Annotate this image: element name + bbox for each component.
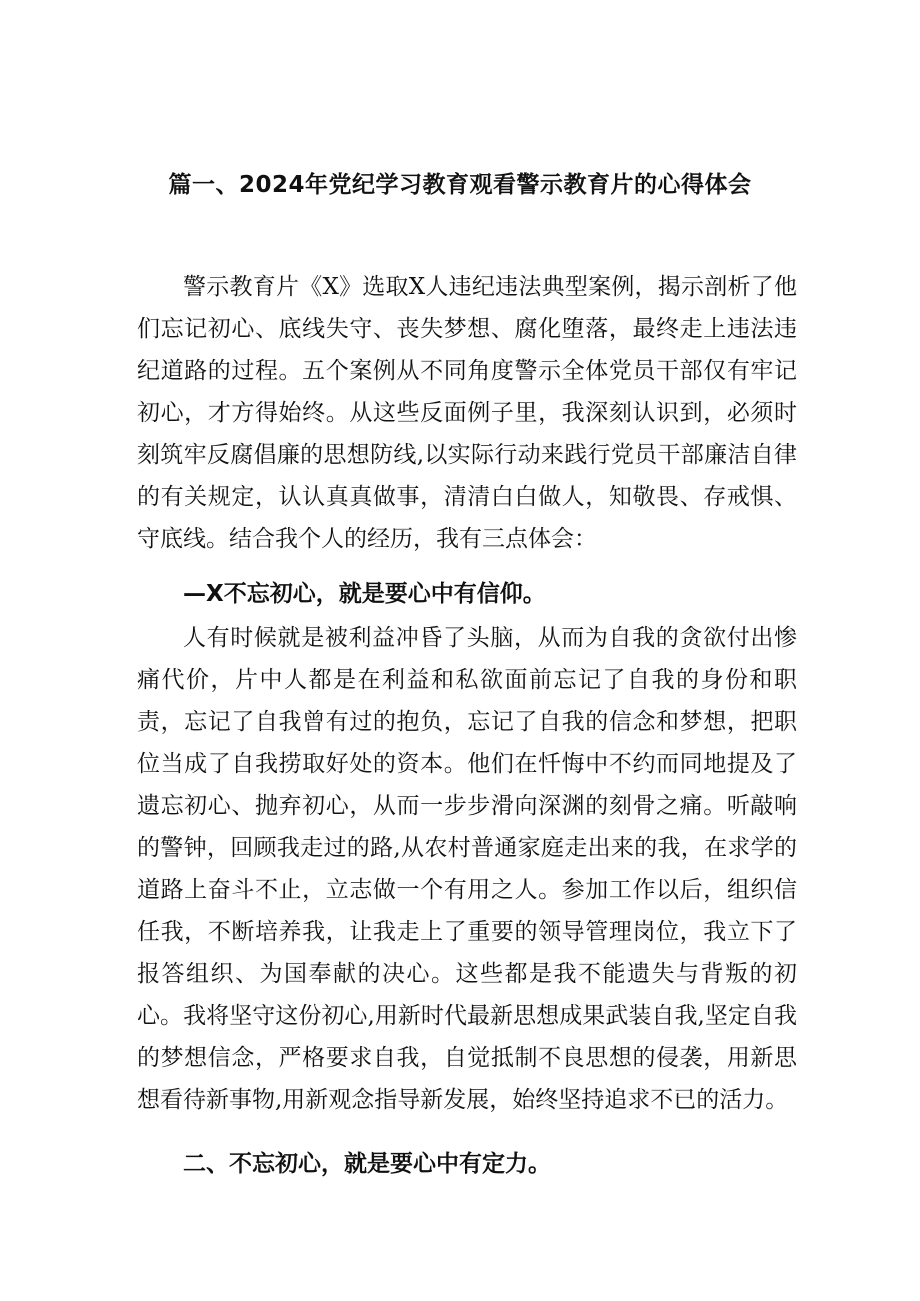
section-heading-two: 二、不忘初心，就是要心中有定力。	[183, 1151, 551, 1177]
paragraph-intro: 警示教育片《X》选取X人违纪违法典型案例，揭示剖析了他们忘记初心、底线失守、丧失梦想、腐化堕落，最终走上违法违纪道路的过程。五个案例从不同角度警示全体党员干部仅有牢记初心，才方得始终。从这些反面例子里，我深刻认识到，必须时刻筑牢反腐倡廉的思想防线,以实际行动来践行党员干部廉洁自律的有关规定，认认真真做事，清清白白做人，知敬畏、存戒惧、守底线。结合我个人的经历，我有三点体会：	[137, 274, 797, 552]
document-title: 篇一、2024年党纪学习教育观看警示教育片的心得体会	[168, 172, 752, 198]
paragraph-section-one: 人有时候就是被利益冲昏了头脑，从而为自我的贪欲付出惨痛代价，片中人都是在利益和私欲面前忘记了自我的身份和职责，忘记了自我曾有过的抱负，忘记了自我的信念和梦想，把职位当成了自我捞取好处的资本。他们在忏悔中不约而同地提及了遗忘初心、抛弃初心，从而一步步滑向深渊的刻骨之痛。听敲响的警钟，回顾我走过的路,从农村普通家庭走出来的我，在求学的道路上奋斗不止，立志做一个有用之人。参加工作以后，组织信任我，不断培养我，让我走上了重要的领导管理岗位，我立下了报答组织、为国奉献的决心。这些都是我不能遗失与背叛的初心。我将坚守这份初心,用新时代最新思想成果武装自我,坚定自我的梦想信念，严格要求自我，自觉抵制不良思想的侵袭，用新思想看待新事物,用新观念指导新发展，始终坚持追求不已的活力。	[137, 625, 797, 1113]
section-heading-one: —X不忘初心，就是要心中有信仰。	[183, 581, 546, 607]
